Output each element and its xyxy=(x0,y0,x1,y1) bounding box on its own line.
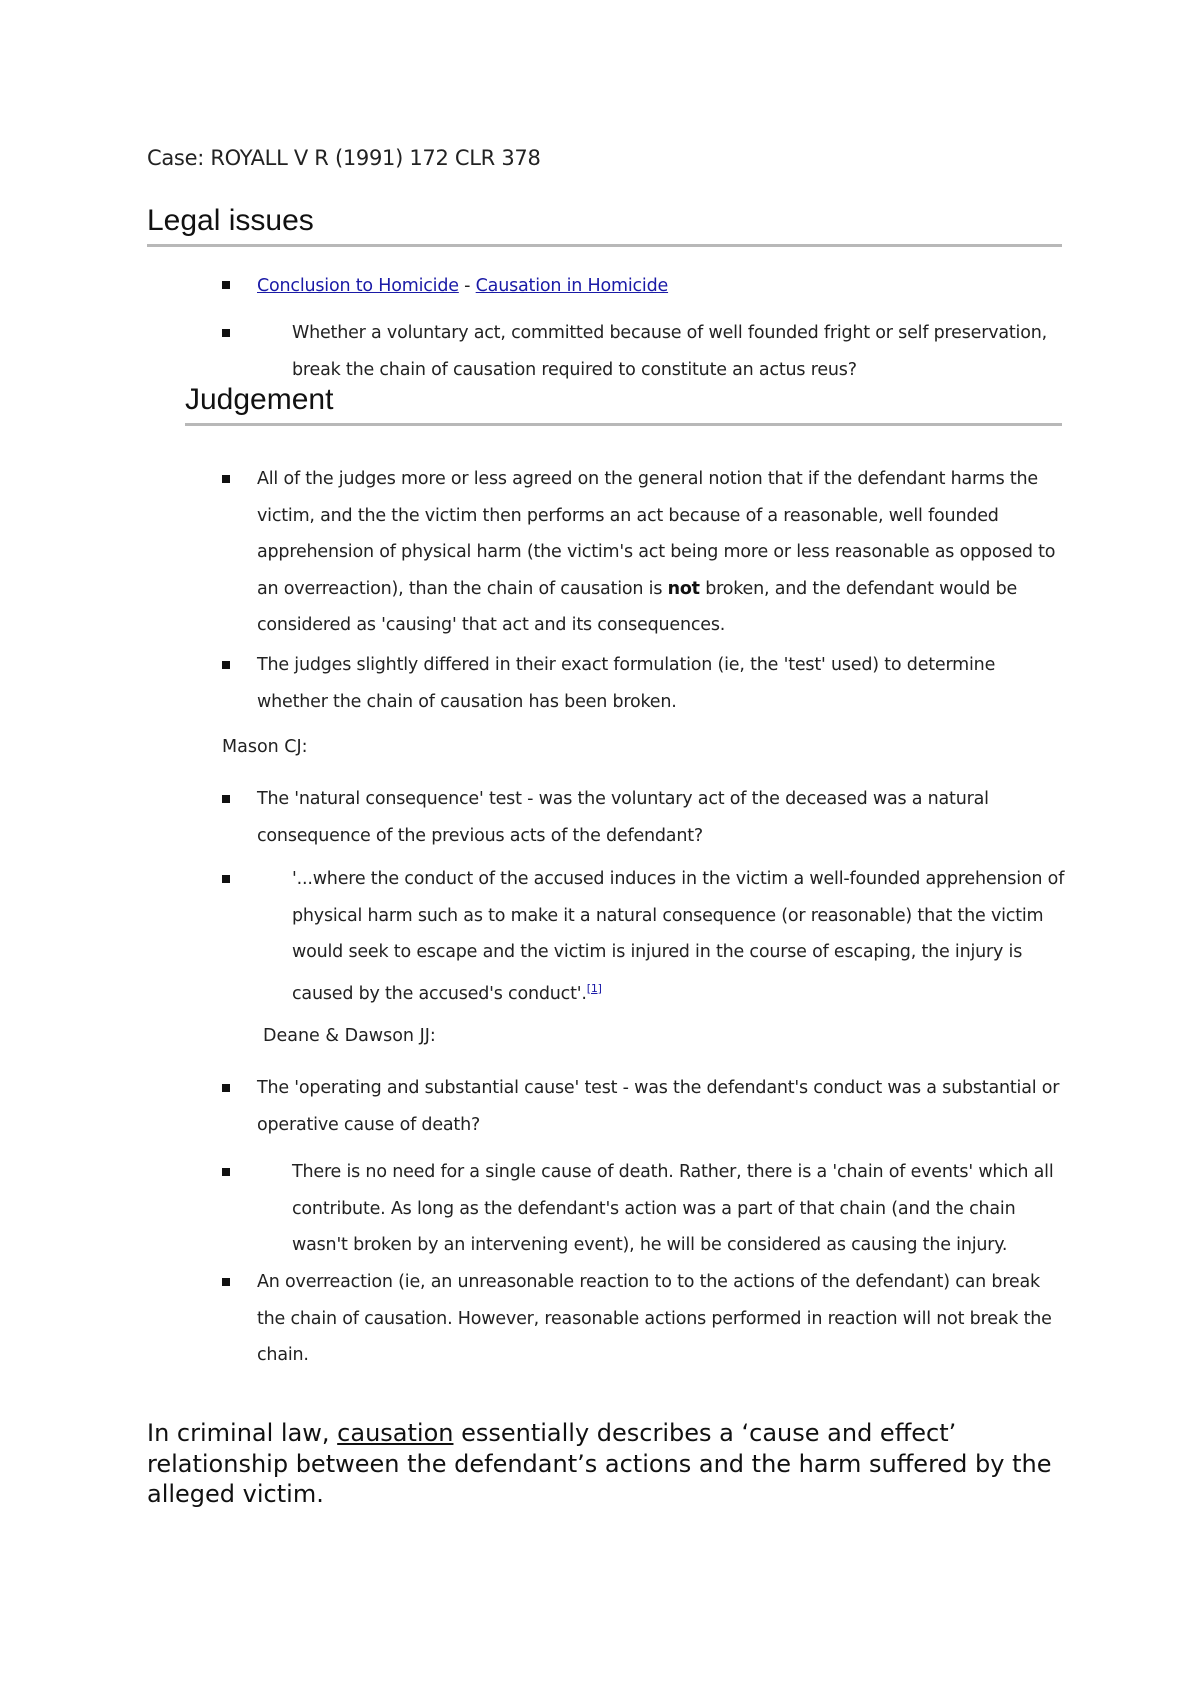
list-item xyxy=(257,268,1067,305)
list-item xyxy=(257,461,1067,644)
closing-paragraph xyxy=(147,1418,1067,1510)
mason-test-text: The 'natural consequence' test - was the voluntary act of the deceased was a natural consequence of the previous acts of the defendant? xyxy=(257,789,989,846)
emphasis-text: not xyxy=(667,578,700,599)
conclusion-to-homicide-link[interactable]: Conclusion to Homicide xyxy=(257,276,459,296)
deane-chain-text: There is no need for a single cause of death. Rather, there is a 'chain of events' which all contribute. As long as the defendant's action was a part of that chain (and the chain wasn't broken by an intervening event), he will be considered as causing the injury. xyxy=(292,1162,1054,1255)
heading-rule xyxy=(185,423,1062,426)
link-separator: - xyxy=(458,276,476,296)
judgement-heading: Judgement xyxy=(185,383,334,416)
list-item xyxy=(257,1154,1067,1264)
mason-quote-text: '...where the conduct of the accused induces in the victim a well-founded apprehension of physical harm such as to make it a natural consequence (or reasonable) that the victim would seek to escape and the victim is injured in the course of escaping, the injury is caused by the accused's conduct'. xyxy=(292,869,1065,1004)
judgement-text: broken, and the defendant would be considered as 'causing' that act and its consequences. xyxy=(257,578,1018,635)
causation-in-homicide-link[interactable]: Causation in Homicide xyxy=(475,276,669,296)
bullet-icon xyxy=(222,661,230,669)
bullet-icon xyxy=(222,1278,230,1286)
closing-text: In criminal law, xyxy=(147,1419,338,1447)
deane-test-text: The 'operating and substantial cause' test - was the defendant's conduct was a substantial or operative cause of death? xyxy=(257,1078,1060,1135)
bullet-icon xyxy=(222,875,230,883)
list-item xyxy=(257,315,1067,388)
heading-rule xyxy=(147,244,1062,247)
closing-text: essentially describes a ‘cause and effect’ relationship between the defendant’s actions and the harm suffered by the alleged victim. xyxy=(147,1419,1052,1508)
bullet-icon xyxy=(222,329,230,337)
list-item xyxy=(257,781,1067,854)
bullet-icon xyxy=(222,1084,230,1092)
footnote-link[interactable]: [1] xyxy=(586,981,602,995)
deane-dawson-label: Deane & Dawson JJ: xyxy=(263,1026,436,1046)
case-title: Case: ROYALL V R (1991) 172 CLR 378 xyxy=(147,146,541,170)
legal-issue-text: Whether a voluntary act, committed because of well founded fright or self preservation, break the chain of causation required to constitute an actus reus? xyxy=(292,323,1047,380)
judgement-text: The judges slightly differed in their exact formulation (ie, the 'test' used) to determine whether the chain of causation has been broken. xyxy=(257,655,996,712)
bullet-icon xyxy=(222,1168,230,1176)
deane-overreaction-text: An overreaction (ie, an unreasonable reaction to to the actions of the defendant) can break the chain of causation. However, reasonable actions performed in reaction will not break the chain. xyxy=(257,1272,1052,1365)
list-item xyxy=(257,647,1067,720)
mason-label: Mason CJ: xyxy=(222,737,308,757)
judgement-text: All of the judges more or less agreed on the general notion that if the defendant harms the victim, and the the victim then performs an act because of a reasonable, well founded apprehension of physical harm (the victim's act being more or less reasonable as opposed to an overreaction), than the chain of causation is xyxy=(257,469,1056,599)
bullet-icon xyxy=(222,475,230,483)
list-item xyxy=(257,1070,1067,1143)
list-item xyxy=(257,861,1067,1012)
causation-term: causation xyxy=(337,1419,454,1447)
bullet-icon xyxy=(222,281,230,289)
legal-issues-heading: Legal issues xyxy=(147,204,314,237)
list-item xyxy=(257,1264,1067,1374)
bullet-icon xyxy=(222,795,230,803)
